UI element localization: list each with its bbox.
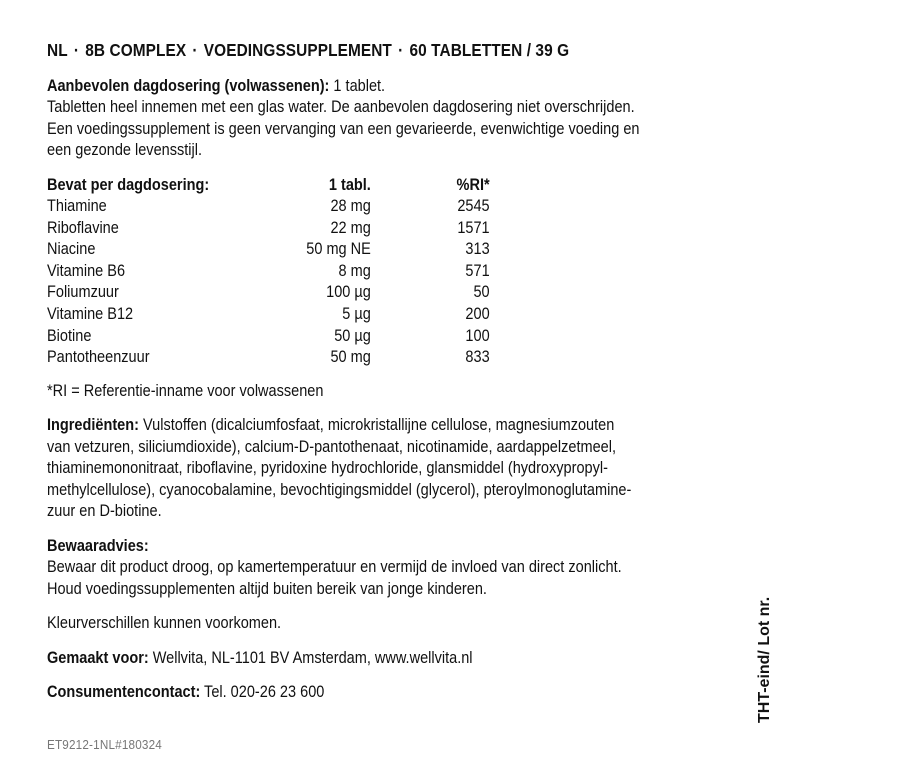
ingredients-text: thiaminemononitraat, riboflavine, pyridoxine hydrochloride, glansmiddel (hydroxypropyl- <box>47 459 608 478</box>
nutrient-name: Niacine <box>47 240 96 259</box>
contact-label: Consumentencontact: <box>47 683 201 702</box>
nutrition-header-row <box>47 175 490 197</box>
table-row <box>47 304 490 326</box>
nutrient-name: Riboflavine <box>47 218 119 237</box>
nutrient-name: Foliumzuur <box>47 283 119 302</box>
nutrient-ri: 833 <box>465 348 490 367</box>
label-header <box>47 40 751 62</box>
ingredients-text: Vulstoffen (dicalciumfosfaat, microkristallijne cellulose, magnesiumzouten <box>138 416 615 435</box>
maker-value: Wellvita, NL-1101 BV Amsterdam, www.wellvita.nl <box>148 648 473 667</box>
table-row <box>47 196 490 218</box>
dosage-text: Een voedingssupplement is geen vervanging van een gevarieerde, evenwichtige voeding en <box>47 119 640 138</box>
nutrient-name: Vitamine B12 <box>47 305 134 324</box>
header-separator: · <box>73 40 80 60</box>
nutrient-ri: 313 <box>465 240 490 259</box>
storage-text: Houd voedingssupplementen altijd buiten bereik van jonge kinderen. <box>47 579 487 598</box>
nutrient-name: Thiamine <box>47 197 107 216</box>
table-row <box>47 282 490 304</box>
ingredients-section <box>47 415 751 523</box>
header-separator: · <box>398 40 404 60</box>
nutrient-ri: 1571 <box>457 218 490 237</box>
nutrition-table <box>47 175 490 369</box>
nutrient-name: Pantotheenzuur <box>47 348 150 367</box>
table-row <box>47 261 490 283</box>
table-row <box>47 326 490 348</box>
nutrition-header: Bevat per dagdosering: <box>47 175 210 194</box>
nutrition-header: 1 tabl. <box>328 175 371 194</box>
dosage-section <box>47 76 751 162</box>
nutrient-ri: 50 <box>473 283 490 302</box>
storage-section <box>47 536 751 601</box>
nutrient-amount: 8 mg <box>338 261 371 280</box>
dosage-text: Tabletten heel innemen met een glas water. De aanbevolen dagdosering niet overschrijden. <box>47 98 635 116</box>
lot-number-label: THT-eind/ Lot nr. <box>756 596 773 723</box>
nutrient-ri: 2545 <box>457 197 490 216</box>
storage-text: Bewaar dit product droog, op kamertemperatuur en vermijd de invloed van direct zonlicht. <box>47 558 622 577</box>
nutrient-amount: 100 µg <box>326 283 371 302</box>
ingredients-text: zuur en D-biotine. <box>47 502 162 521</box>
nutrient-amount: 22 mg <box>330 218 371 237</box>
nutrient-amount: 50 mg <box>330 348 371 367</box>
ingredients-text: van vetzuren, siliciumdioxide), calcium-D-pantothenaat, nicotinamide, aardappelzetmeel, <box>47 437 616 456</box>
table-row <box>47 218 490 240</box>
nutrient-ri: 571 <box>465 261 490 280</box>
product-name: 8B COMPLEX <box>85 40 187 60</box>
storage-label: Bewaaradvies: <box>47 536 149 555</box>
nutrition-header: %RI* <box>456 175 490 194</box>
ri-footnote: *RI = Referentie-inname voor volwassenen <box>47 381 324 400</box>
nutrient-amount: 5 µg <box>342 305 371 324</box>
nutrient-ri: 200 <box>465 305 490 324</box>
dosage-value: 1 tablet. <box>329 76 386 95</box>
ingredients-line <box>47 415 751 437</box>
dosage-text: een gezonde levensstijl. <box>47 141 202 159</box>
header-separator: · <box>192 40 198 60</box>
product-category: VOEDINGSSUPPLEMENT <box>203 40 392 60</box>
language-code: NL <box>47 40 68 60</box>
nutrient-name: Vitamine B6 <box>47 261 126 280</box>
nutrient-name: Biotine <box>47 326 92 345</box>
ingredients-text: methylcellulose), cyanocobalamine, bevochtigingsmiddel (glycerol), pteroylmonoglutamine- <box>47 480 632 499</box>
article-code: ET9212-1NL#180324 <box>47 737 162 752</box>
ingredients-label: Ingrediënten: <box>47 416 139 435</box>
nutrient-ri: 100 <box>465 326 490 345</box>
dosage-line <box>47 76 751 98</box>
maker-label: Gemaakt voor: <box>47 648 149 667</box>
dosage-label: Aanbevolen dagdosering (volwassenen): <box>47 76 330 95</box>
color-note: Kleurverschillen kunnen voorkomen. <box>47 614 282 633</box>
contact-value: Tel. 020-26 23 600 <box>200 683 325 702</box>
nutrient-amount: 50 µg <box>334 326 371 345</box>
table-row <box>47 239 490 261</box>
product-label <box>47 40 751 717</box>
maker-line <box>47 648 751 670</box>
contact-line <box>47 682 751 704</box>
product-quantity: 60 TABLETTEN / 39 G <box>409 40 570 60</box>
nutrient-amount: 50 mg NE <box>306 240 371 259</box>
nutrient-amount: 28 mg <box>330 197 371 216</box>
table-row <box>47 347 490 369</box>
